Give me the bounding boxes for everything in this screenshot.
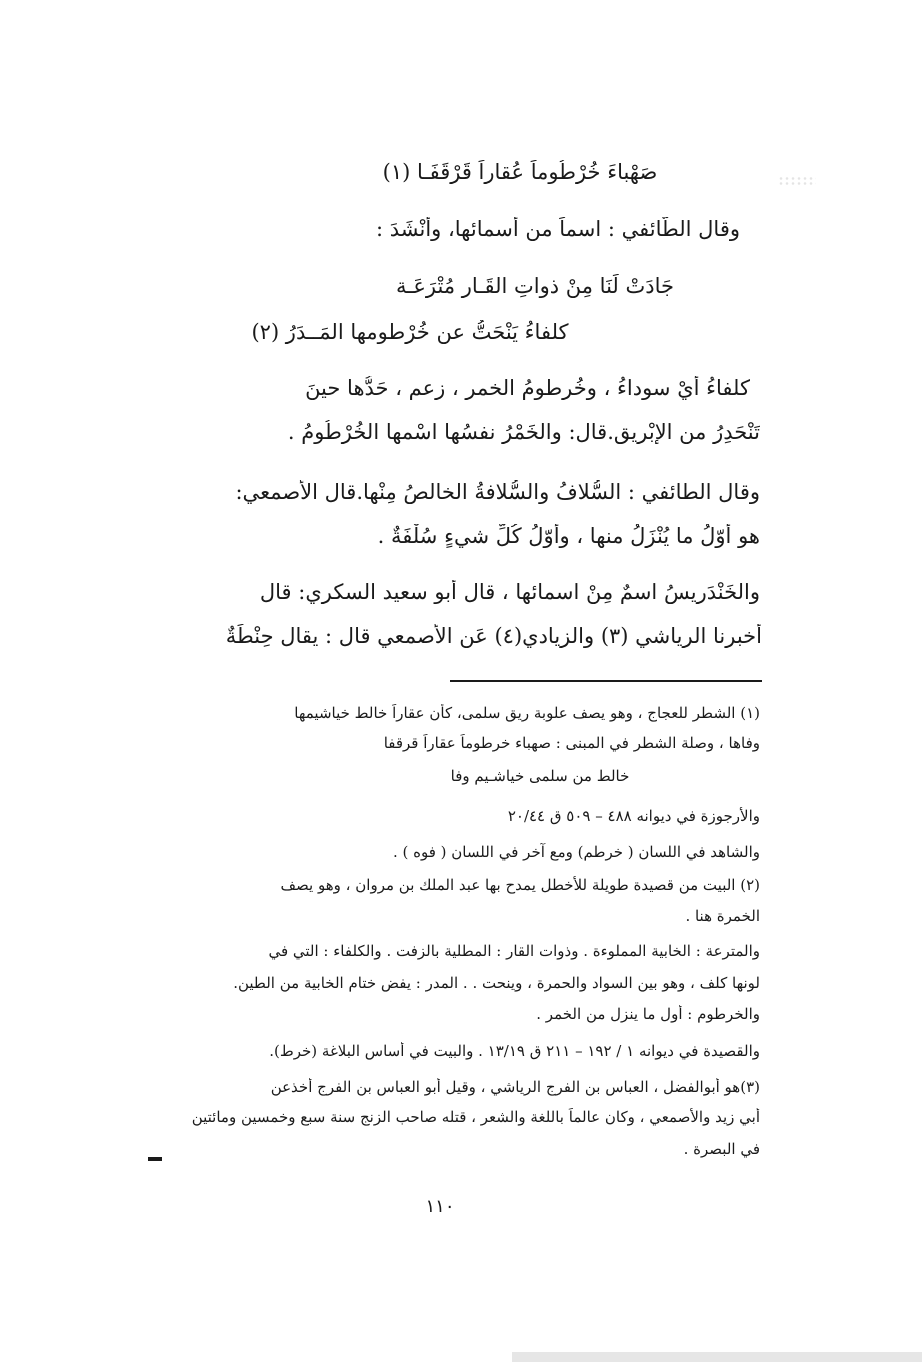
footnote-line: أبي زيد والأصمعي ، وكان عالماً باللغة والشعر ، قتله صاحب الزنج سنة سبع وخمسين ومائتين [191, 1108, 760, 1126]
footnote-line: والخرطوم : أول ما ينزل من الخمر . [536, 1005, 760, 1023]
scan-edge [512, 1352, 922, 1362]
footnote-line: في البصرة . [683, 1140, 760, 1158]
body-line: كلفاءُ أيْ سوداءُ ، وخُرطومُ الخمرِ ، زعم ، حَدُّها حينَ [305, 376, 750, 400]
footnote-line: والقصيدة في ديوانه ١ / ١٩٢ – ٢١١ ق ١٣/١٩ . والبيت في أساس البلاغة (خرط). [269, 1042, 760, 1060]
footnote-line: وفاها ، وصلة الشطر في المبنى : صهباء خرطوماً عقاراً قرقفا [383, 734, 760, 752]
footnote-line: والمترعة : الخابية المملوءة . وذوات القار : المطلية بالزفت . والكلفاء : التي في [268, 942, 760, 960]
page-number: ١١٠ [425, 1196, 455, 1217]
body-line: والخَنْدَرِيسُ اسمٌ مِنْ اسمائها ، قال أبو سعيد السكري: قال [259, 580, 760, 604]
verse-line: جَادَتْ لَنَا مِنْ ذواتِ القَـار مُتْرَعَـة [395, 274, 674, 298]
body-line: تَنْحَدِرُ من الإبْريق.قال: والخَمْرُ نفسُها اسْمها الخُرْطُومُ . [287, 420, 760, 444]
verse-line: كلفاءُ يَنْحَتُّ عن خُرْطومها المَــدَرُ (٢) [251, 320, 569, 344]
scan-speckle [778, 176, 816, 186]
footnote-line: والأرجوزة في ديوانه ٤٨٨ – ٥٠٩ ق ٢٠/٤٤ [507, 807, 760, 825]
body-line: وقال الطائفي : السُّلافُ والسُّلافةُ الخالصُ مِنْها.قال الأصمعي: [235, 480, 760, 504]
verse-line: صَهْباءَ خُرْطُوماً عُقاراً قَرْقَفَـا (١) [382, 160, 658, 184]
footnote-line: والشاهد في اللسان ( خرطم) ومع آخر في اللسان ( فوه ) . [392, 843, 760, 861]
footnote-line: (١) الشطر للعجاج ، وهو يصف علوبة ريق سلمى، كأن عقاراً خالط خياشيمها [294, 704, 760, 722]
footnote-line: الخمرة هنا . [685, 907, 760, 925]
intro-line: وقال الطّائفي : اسماً من أسمائها، وأَنْشَدَ : [376, 217, 740, 241]
body-line: أخبرنا الرياشي (٣) والزيادي(٤) عَنِ الأصمعي قال : يقال حِنْطَةٌ [225, 624, 762, 648]
footnote-line: (٢) البيت من قصيدة طويلة للأخطل يمدح بها عبد الملك بن مروان ، وهو يصف [280, 876, 760, 894]
footnote-line: لونها كلف ، وهو بين السواد والحمرة ، وينحت . . المدر : يفض ختام الخابية من الطين. [233, 974, 760, 992]
body-line: هو أوّلُ ما يُنْزَلُ منها ، وأوّلُ كُلِّ شيءٍ سُلْفَةٌ . [377, 524, 760, 548]
footnote-line: خالط من سلمى خياشـيم وفا [450, 767, 630, 785]
footnote-line: (٣)هو أبوالفضل ، العباس بن الفرج الرياشي ، وقيل أبو العباس بن الفرج أخذعن [270, 1078, 760, 1096]
print-mark [148, 1157, 162, 1161]
footnote-separator [450, 680, 762, 682]
